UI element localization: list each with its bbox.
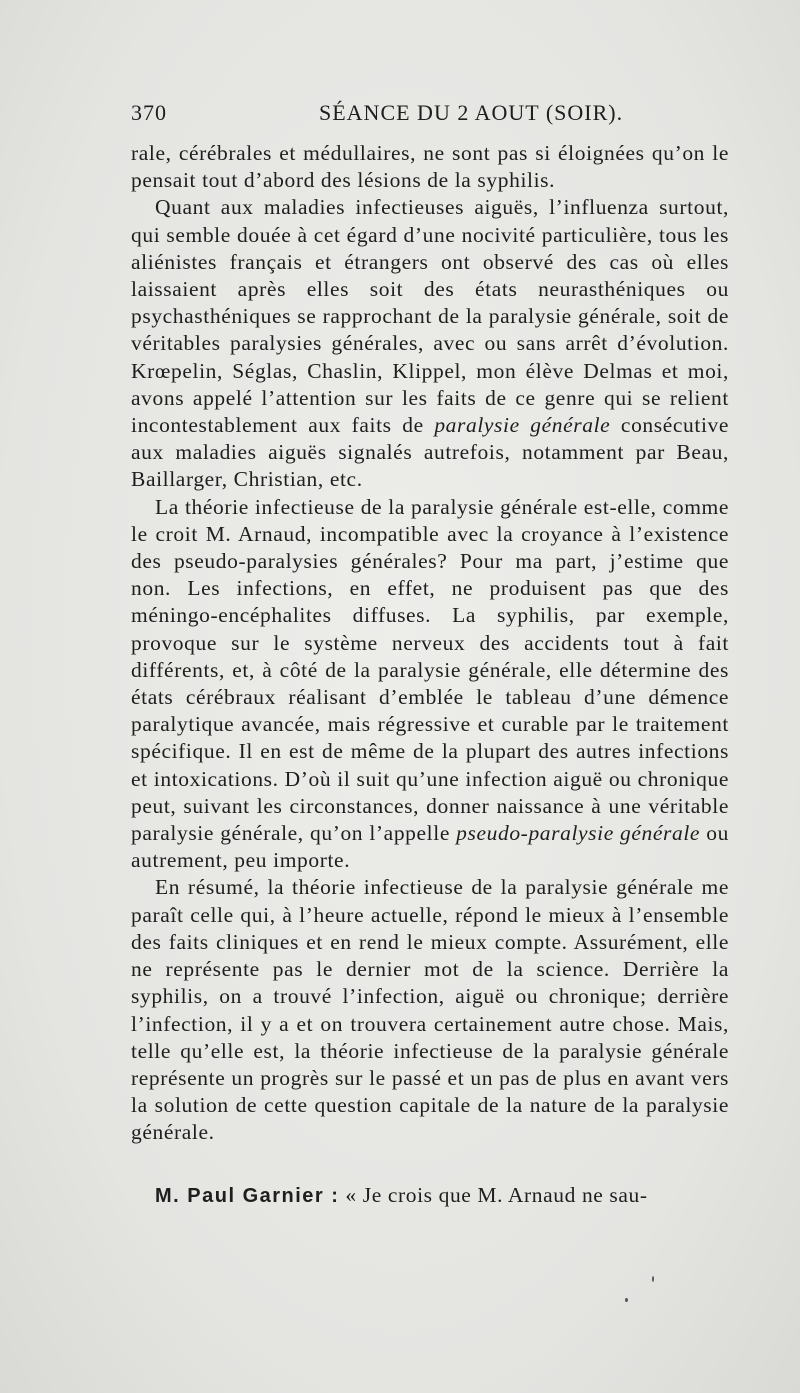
- text-run: consécutive aux maladies aiguës signalés autrefois, notamment par Beau, Baillarger, Christian, etc.: [131, 413, 730, 492]
- ink-speck: [652, 1276, 654, 1282]
- speaker-name: M. Paul Garnier :: [155, 1185, 340, 1207]
- italic-text: pseudo-paralysie générale: [456, 821, 701, 846]
- paragraph: [131, 194, 729, 493]
- page-header: [131, 100, 729, 130]
- text-run: Quant aux maladies infectieuses aiguës, l’influenza surtout, qui semble douée à cet égard d’une nocivité particulière, tous les aliénistes français et étrangers ont observé des cas où elles laissaient après elles soit des états neurasthéniques ou psychasthéniques se rapprochant de la paralysie générale, soit de véritables paralysies générales, avec ou sans arrêt d’évolution. Krœpelin, Séglas, Chaslin, Klippel, mon élève Delmas et moi, avons appelé l’attention sur les faits de ce genre qui se relient incontestablement aux faits de: [131, 195, 729, 438]
- ink-speck: [625, 1298, 628, 1302]
- paragraph: [131, 494, 729, 875]
- paragraph: [131, 874, 729, 1146]
- page-number: 370: [131, 100, 167, 125]
- text-run: En résumé, la théorie infectieuse de la paralysie générale me paraît celle qui, à l’heure actuelle, répond le mieux à l’ensemble des faits cliniques et en rend le mieux compte. Assurément, elle ne représente pas le dernier mot de la science. Derrière la syphilis, on a trouvé l’infection, aiguë ou chronique; derrière l’infection, il y a et on trouvera certainement autre chose. Mais, telle qu’elle est, la théorie infectieuse de la paralysie générale représente un progrès sur le passé et un pas de plus en avant vers la solution de cette question capitale de la nature de la paralysie générale.: [131, 875, 729, 1145]
- paragraph: [131, 140, 729, 194]
- running-title: SÉANCE DU 2 AOUT (SOIR).: [319, 100, 624, 125]
- speaker-text: « Je crois que M. Arnaud ne sau-: [339, 1183, 648, 1207]
- body-text: [131, 140, 729, 1147]
- text-run: rale, cérébrales et médullaires, ne sont pas si éloignées qu’on le pensait tout d’abord des lésions de la syphilis.: [131, 141, 729, 193]
- text-run: La théorie infectieuse de la paralysie générale est-elle, comme le croit M. Arnaud, incompatible avec la croyance à l’existence des pseudo-paralysies générales? Pour ma part, j’estime que non. Les infections, en effet, ne produisent pas que des méningo-encéphalites diffuses. La syphilis, par exemple, provoque sur le système nerveux des accidents tout à fait différents, et, à côté de la paralysie générale, elle détermine des états cérébraux réalisant d’emblée le tableau d’une démence paralytique avancée, mais régressive et curable par le traitement spécifique. Il en est de même de la plupart des autres infections et intoxications. D’où il suit qu’une infection aiguë ou chronique peut, suivant les circonstances, donner naissance à une véritable paralysie générale, qu’on l’appelle: [131, 494, 729, 846]
- text-run: ou autrement, peu importe.: [131, 821, 729, 873]
- italic-text: paralysie générale: [434, 413, 611, 438]
- speaker-paragraph: [131, 1182, 729, 1210]
